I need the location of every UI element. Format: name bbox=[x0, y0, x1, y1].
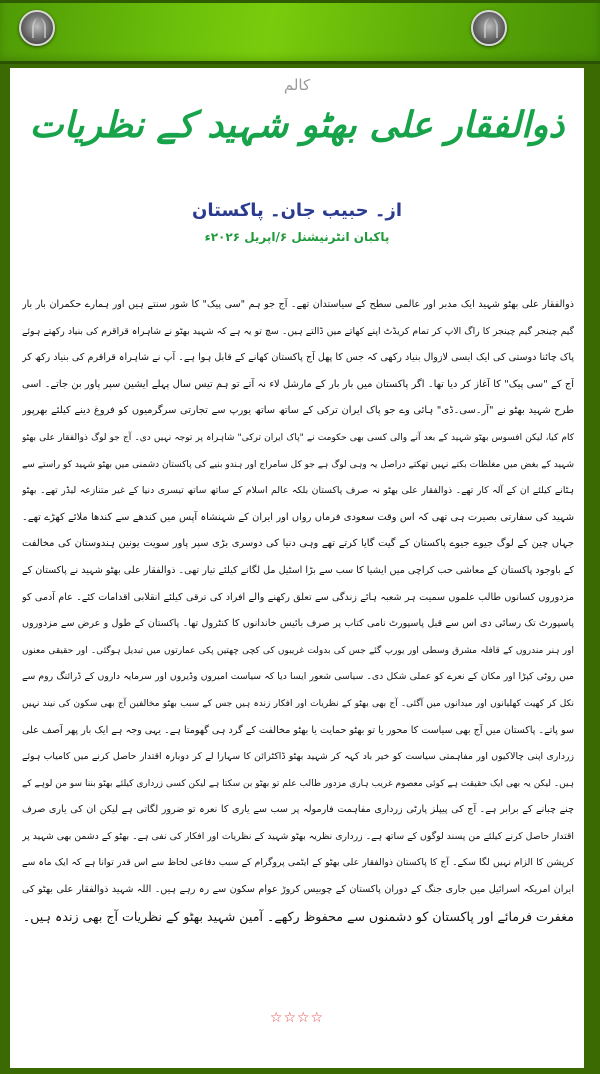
body-line: پاسپورٹ تک رسائی دی اس سے قبل پاسپورٹ نامی کتاب پر صرف بائیس خاندانوں کا کنٹرول تھا۔ پاکستان کے طول و عرض سے مزدوروں bbox=[22, 618, 574, 630]
body-line: سو پاتے۔ پاکستان میں آج بھی سیاست کا محور یا تو بھٹو حمایت یا بھٹو مخالفت کے گرد ہی گھومتا ہے۔ یہی وجہ ہے ایک بار پھر آصف علی bbox=[22, 724, 574, 736]
body-line: ایران امریکہ اسرائیل میں جاری جنگ کے دوران پاکستان کے چوبیس کروڑ عوام سکون سے رہ رہے ہیں۔ اللہ شہید ذوالفقار علی بھٹو کی bbox=[22, 884, 574, 896]
body-line: ہیں۔ لیکن یہ بھی ایک حقیقت ہے کوئی معصوم غریب ہاری مزدور طالب علم تو بھٹو بن سکتا ہے لیکن کسی زرداری کیلئے بھٹو بننا سو من لوہے کے bbox=[22, 778, 574, 789]
body-line: مغفرت فرمائے اور پاکستان کو دشمنوں سے محفوظ رکھے۔ آمین شہید بھٹو کے نظریات آج بھی زندہ ہیں۔ bbox=[22, 908, 574, 924]
body-line: ذوالفقار علی بھٹو شہید ایک مدبر اور عالمی سطح کے سیاستدان تھے۔ آج جو ہم "سی پیک" کا شور سنتے ہیں اور ہمارے حکمران بار بار bbox=[22, 299, 574, 310]
body-line: کام کیا، لیکن افسوس بھٹو شہید کے بعد آنے والی کسی بھی حکومت نے "پاک ایران ترکی" شاہراہ پر توجہ نہیں دی۔ آج جو لوگ ذوالفقار علی بھٹو bbox=[22, 432, 574, 443]
author-byline: از۔ حبیب جان۔ پاکستان bbox=[191, 200, 402, 221]
end-mark-stars: ☆☆☆☆ bbox=[269, 1010, 325, 1026]
pushpin-icon bbox=[471, 10, 507, 46]
article-body bbox=[22, 292, 574, 930]
body-line: چنے چبانے کے برابر ہے۔ آج کی پیپلز پارٹی زرداری مفاہمت فارمولہ پر سب سے یاری کا نعرہ تو ضرور لگاتی ہے لیکن ان کی یاری صرف bbox=[22, 804, 574, 816]
body-line: اقتدار حاصل کرنے کیلئے من پسند لوگوں کے ساتھ ہے۔ زرداری نظریہ بھٹو شہید کے نظریات اور افکار کی نفی ہے۔ بھٹو کے دشمن بھی شہید پر bbox=[22, 830, 574, 842]
pushpin-icon bbox=[19, 10, 55, 46]
body-line: زرداری اپنی چالاکیوں اور مفاہمتی سیاست کو خیر باد کہہ کر شہید بھٹو ڈاکٹرائن کا سہارا لے کر دوبارہ اقتدار حاصل کرنے میں کامیاب ہوئے bbox=[22, 751, 574, 763]
body-line: شہید کی سفارتی بصیرت ہی تھی کہ اس وقت سعودی فرماں رواں اور ایران کے شہنشاہ آپس میں کندھے سے کندھا ملائے کھڑے تھے۔ bbox=[22, 511, 574, 523]
body-line: طرح شہید بھٹو نے "آر۔سی۔ڈی" ہائی وے جو پاک ایران ترکی کے ساتھ ساتھ یورپ سے تجارتی سرگرمیوں کو فروغ دینے کیلئے بھرپور bbox=[22, 405, 574, 417]
body-line: جہاں چین کے لوگ جیوے جیوے پاکستان کے گیت گایا کرتے تھے وہی دنیا کی دوسری بڑی سپر پاور سویت یونین ہندوستان کی مخالفت bbox=[22, 538, 574, 550]
body-line: مزدوروں کسانوں طالب علموں سمیت ہر شعبہ ہائے زندگی سے تعلق رکھنے والے افراد کی ترقی کیلئے انقلابی اقدامات کئے۔ عام آدمی کو bbox=[22, 591, 574, 603]
body-line: میں روٹی کپڑا اور مکان کے نعرے کو عملی شکل دی۔ سیاسی شعور ایسا دیا کہ سیاست امیروں وڈیروں اور سرمایہ داروں کے ڈرائنگ روم سے bbox=[22, 671, 574, 683]
body-line: کے باوجود پاکستان کے معاشی حب کراچی میں ایشیا کا سب سے بڑا اسٹیل مل لگانے کیلئے تیار تھی۔ ذوالفقار علی بھٹو شہید نے پاکستان کے bbox=[22, 564, 574, 576]
body-line: ہٹانے کیلئے ان کے آلہ کار تھے۔ ذوالفقار علی بھٹو نہ صرف پاکستان بلکہ عالم اسلام کے ساتھ ساتھ تیسری دنیا کے غیر متنازعہ لیڈر تھے۔ بھٹو bbox=[22, 485, 574, 497]
article-title: ذوالفقار علی بھٹو شہید کے نظریات bbox=[29, 104, 565, 146]
body-line: پاک چائنا دوستی کی ایک ایسی لازوال بنیاد رکھی کہ جس کا پھل آج پاکستان کھانے کے قابل ہوا ہے۔ آپ نے شاہراہ قراقرم کی بنیاد رکھ کر bbox=[22, 352, 574, 364]
header-banner bbox=[0, 0, 600, 64]
body-line: شہید کے بغض میں مغلظات بکتے نہیں تھکتے دراصل یہ وہی لوگ ہے جو کل سامراج اور ہندو بنیے کی پاکستان دشمنی میں بھٹو شہید کو راستے سے bbox=[22, 459, 574, 470]
body-line: اور ہنر مندروں کے قافلہ مشرق وسطی اور یورپ گئے جس کی بدولت غریبوں کی کچی چھتیں پکی عمارتوں میں تبدیل ہوگئی۔ اور حقیقی معنوں bbox=[22, 645, 574, 656]
article-paper bbox=[10, 68, 584, 1068]
body-line: نکل کر کھیت کھلیانوں اور میدانوں میں آگئی۔ آج بھی بھٹو کے نظریات اور افکار زندہ ہیں جس کے سبب بھٹو مخالفین آج بھی سکون کی نیند نہیں bbox=[22, 698, 574, 709]
publication-source: پاکبان انٹرنیشنل ۶/اپریل ۲۰۲۶ء bbox=[204, 230, 390, 244]
body-line: آج کے "سی پیک" کا آغاز کر دیا تھا۔ اگر پاکستان میں بار بار کے مارشل لاء نہ آتے تو ہم تیس سال پہلے ایشین سپر پاور بن جاتے۔ اسی bbox=[22, 378, 574, 390]
body-line: گیم چینجر گیم چینجر کا راگ الاپ کر تمام کریڈٹ اپنے کھاتے میں ڈالتے ہیں۔ سچ تو یہ ہے کہ شہید بھٹو نے شاہراہ قراقرم کی بنیاد رکھتے ہوئے bbox=[22, 325, 574, 337]
section-label: کالم bbox=[283, 76, 311, 94]
body-line: کرپشن کا الزام نہیں لگا سکے۔ آج کا پاکستان ذوالفقار علی بھٹو کے ایٹمی پروگرام کے سبب دفاعی لحاظ سے اس قدر توانا ہے کہ ایک ماہ سے bbox=[22, 857, 574, 869]
